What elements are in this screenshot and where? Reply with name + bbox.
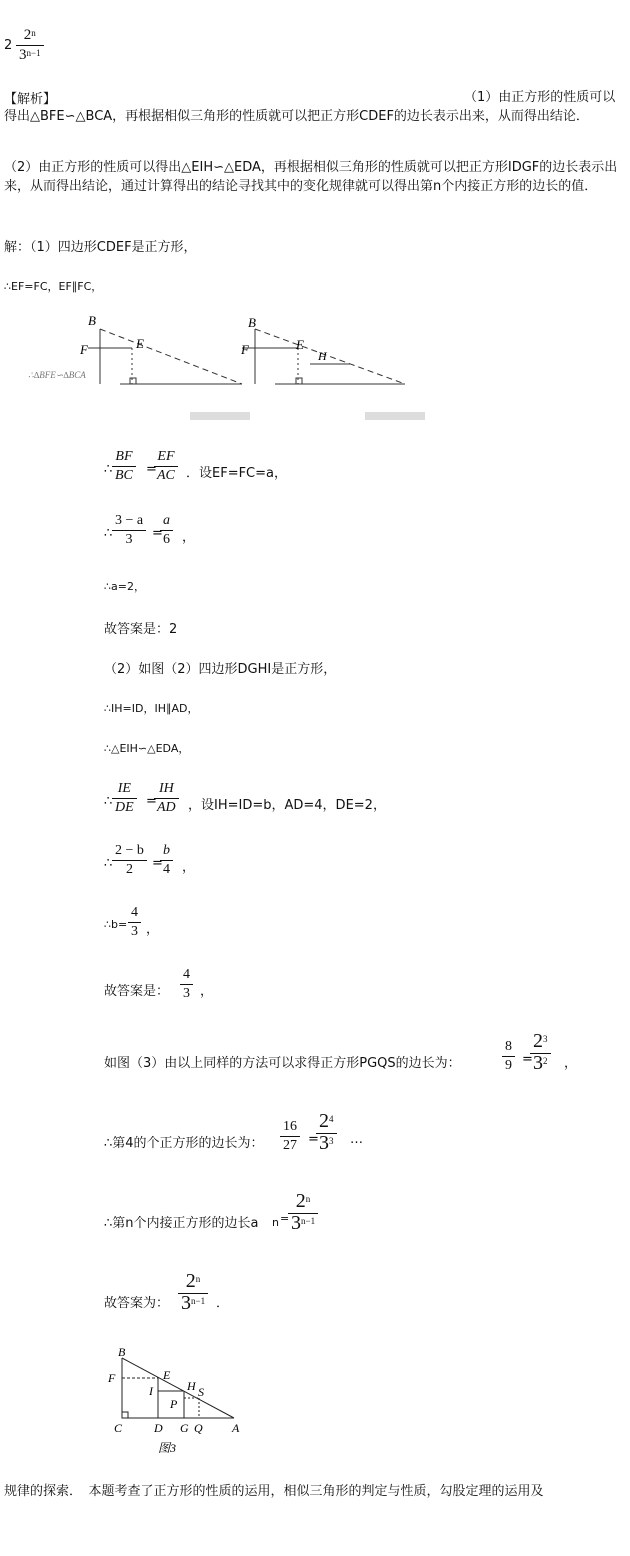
solution-line-8: ∴IH=ID，IH∥AD， (104, 702, 199, 715)
fig3-label-c: C (114, 1421, 123, 1435)
analysis-label: 【解析】 (4, 92, 57, 107)
solution-line-17: 故答案为： $\frac{2^n}{3^{n-1}}$ ． (104, 1270, 230, 1314)
fig1-partial-text: ∴∆BFE∽∆BCA (28, 370, 86, 380)
fig3-label-h: H (187, 1379, 196, 1393)
figure-3 (100, 1344, 260, 1459)
answer-fraction: $\frac{2^n}{3^{n-1}}$ (16, 26, 44, 65)
fig3-label-i: I (149, 1384, 153, 1398)
solution-line-3: ∴ $\frac{BF}{BC}$ = $\frac{EF}{AC}$ ．设EF=FC=a， (104, 449, 287, 483)
fig3-caption: 图3 (158, 1441, 177, 1455)
fig3-label-g: G (180, 1421, 189, 1435)
fig2-label-h: H (318, 349, 327, 363)
solution-line-9: ∴△EIH∽△EDA， (104, 742, 190, 755)
solution-line-6: 故答案是：2 (104, 622, 178, 637)
fig2-label-f: F (241, 342, 249, 357)
solution-line-15: ∴第4的个正方形的边长为： $\frac{16}{27}$ = $\frac{2^4}{3^3}$ … (104, 1110, 363, 1154)
fig1-label-b: B (88, 313, 96, 328)
fig2-label-b: B (248, 315, 256, 330)
analysis-part1: （1）由正方形的性质可以得出△BFE∽△BCA，再根据相似三角形的性质就可以把正方形CDEF的边长表示出来，从而得出结论． (4, 90, 616, 124)
solution-line-5: ∴a=2， (104, 580, 145, 593)
answer-prefix: 2 (4, 38, 13, 53)
solution-line-11: ∴ $\frac{2 - b}{2}$ = $\frac{b}{4}$ ， (104, 843, 196, 877)
solution-line-13: 故答案是： $\frac{4}{3}$ ， (104, 967, 214, 1001)
figure-1-2 (20, 312, 460, 427)
fig1-label-e: E (136, 336, 144, 351)
solution-line-4: ∴ $\frac{3 - a}{3}$ = $\frac{a}{6}$ ， (104, 513, 196, 547)
solution-line-10: ∴ $\frac{IE}{DE}$ = $\frac{IH}{AD}$ ，设IH=ID=b，AD=4，DE=2， (104, 781, 386, 815)
solution-line-16: ∴第n个内接正方形的边长a n = $\frac{2^n}{3^{n-1}}$ (104, 1194, 524, 1248)
fig2-label-e: E (296, 337, 304, 352)
analysis-part2: （2）由正方形的性质可以得出△EIH∽△EDA，再根据相似三角形的性质就可以把正方形IDGF的边长表示出来，从而得出结论，通过计算得出的结论寻找其中的变化规律就可以得出第n个内接正方形的边长的值． (4, 160, 618, 194)
fig3-label-s: S (198, 1385, 204, 1399)
solution-line-7: （2）如图（2）四边形DGHI是正方形， (104, 662, 337, 677)
solution-line-1: 解：（1）四边形CDEF是正方形， (4, 240, 197, 255)
footer-text: 规律的探索． 本题考查了正方形的性质的运用，相似三角形的判定与性质，勾股定理的运用及 (4, 1484, 544, 1499)
fig3-label-q: Q (194, 1421, 203, 1435)
fig3-label-e: E (163, 1368, 171, 1382)
fig3-label-d: D (154, 1421, 163, 1435)
fig3-label-f: F (108, 1371, 116, 1385)
solution-line-2: ∴EF=FC，EF∥FC， (4, 280, 103, 293)
fig3-label-b: B (118, 1345, 126, 1359)
fig1-label-f: F (80, 342, 88, 357)
solution-line-14: 如图（3）由以上同样的方法可以求得正方形PGQS的边长为： $\frac{8}{9}$ = $\frac{2^3}{3^2}$ ， (104, 1030, 578, 1074)
solution-line-12: ∴b= $\frac{4}{3}$ ， (104, 905, 160, 939)
figure-1 (88, 329, 242, 384)
fig3-label-p: P (170, 1397, 178, 1411)
fig3-label-a: A (232, 1421, 240, 1435)
